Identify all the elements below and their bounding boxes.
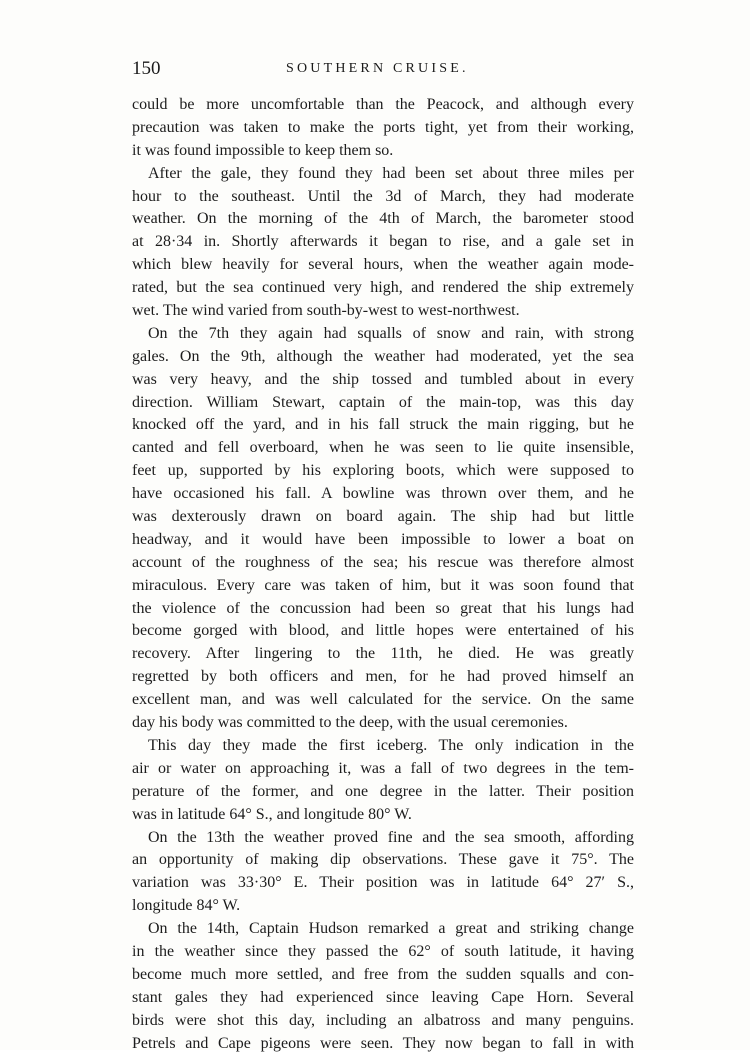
text-line: precaution was taken to make the ports tight, yet from their working, (132, 118, 634, 136)
text-line: recovery. After lingering to the 11th, he died. He was greatly (132, 645, 634, 663)
text-line: On the 13th the weather proved fine and the sea smooth, affording (148, 828, 634, 846)
text-line: was dexterously drawn on board again. The ship had but little (132, 508, 634, 526)
text-line: feet up, supported by his exploring boots, which were supposed to (132, 462, 634, 480)
text-line: in the weather since they passed the 62° of south latitude, it having (132, 942, 634, 960)
text-line: weather. On the morning of the 4th of March, the barometer stood (132, 210, 634, 228)
text-line: day his body was committed to the deep, with the usual ceremonies. (132, 714, 568, 732)
paragraph (132, 827, 634, 919)
text-line: After the gale, they found they had been set about three miles per (148, 164, 634, 182)
text-line: knocked off the yard, and in his fall struck the main rigging, but he (132, 416, 634, 434)
text-line: rated, but the sea continued very high, and rendered the ship extremely (132, 279, 634, 297)
text-line: account of the roughness of the sea; his rescue was therefore almost (132, 553, 634, 571)
paragraph (132, 94, 634, 163)
text-line: direction. William Stewart, captain of the main-top, was this day (132, 393, 634, 411)
text-line: canted and fell overboard, when he was seen to lie quite insensible, (132, 439, 634, 457)
paragraph (132, 323, 634, 735)
text-line: Petrels and Cape pigeons were seen. They now began to fall in with (132, 1034, 634, 1052)
text-line: become much more settled, and free from the sudden squalls and con- (132, 965, 634, 983)
text-line: miraculous. Every care was taken of him, but it was soon found that (132, 576, 634, 594)
page-header (132, 58, 632, 82)
text-line: have occasioned his fall. A bowline was thrown over them, and he (132, 485, 634, 503)
text-line: was in latitude 64° S., and longitude 80° W. (132, 805, 412, 823)
text-line: the violence of the concussion had been so great that his lungs had (132, 599, 634, 617)
text-line: birds were shot this day, including an albatross and many penguins. (132, 1011, 634, 1029)
text-line: variation was 33·30° E. Their position was in latitude 64° 27′ S., (132, 874, 634, 892)
text-line: at 28·34 in. Shortly afterwards it began to rise, and a gale set in (132, 233, 634, 251)
text-line: gales. On the 9th, although the weather had moderated, yet the sea (132, 347, 634, 365)
text-line: could be more uncomfortable than the Peacock, and although every (132, 96, 634, 113)
text-line: air or water on approaching it, was a fall of two degrees in the tem- (132, 759, 634, 777)
paragraph (132, 163, 634, 323)
text-line: This day they made the first iceberg. The only indication in the (148, 736, 634, 754)
text-line: hour to the southeast. Until the 3d of March, they had moderate (132, 187, 634, 205)
page-number: 150 (132, 58, 161, 79)
text-line: excellent man, and was well calculated for the service. On the same (132, 691, 634, 709)
running-title: SOUTHERN CRUISE. (286, 61, 469, 76)
text-line: On the 7th they again had squalls of snow and rain, with strong (148, 324, 634, 342)
text-line: it was found impossible to keep them so. (132, 141, 394, 159)
paragraph (132, 735, 634, 827)
text-line: On the 14th, Captain Hudson remarked a great and striking change (148, 920, 634, 938)
body-text (132, 94, 634, 1055)
text-line: wet. The wind varied from south-by-west to west-northwest. (132, 302, 520, 320)
text-line: regretted by both officers and men, for he had proved himself an (132, 668, 634, 686)
text-line: perature of the former, and one degree in the latter. Their position (132, 782, 634, 800)
text-line: which blew heavily for several hours, when the weather again mode- (132, 256, 634, 274)
text-line: longitude 84° W. (132, 897, 241, 915)
text-line: become gorged with blood, and little hopes were entertained of his (132, 622, 634, 640)
text-line: headway, and it would have been impossible to lower a boat on (132, 530, 634, 548)
text-line: was very heavy, and the ship tossed and tumbled about in every (132, 370, 634, 388)
paragraph (132, 918, 634, 1055)
text-line: an opportunity of making dip observations. These gave it 75°. The (132, 851, 634, 869)
text-line: stant gales they had experienced since leaving Cape Horn. Several (132, 988, 634, 1006)
